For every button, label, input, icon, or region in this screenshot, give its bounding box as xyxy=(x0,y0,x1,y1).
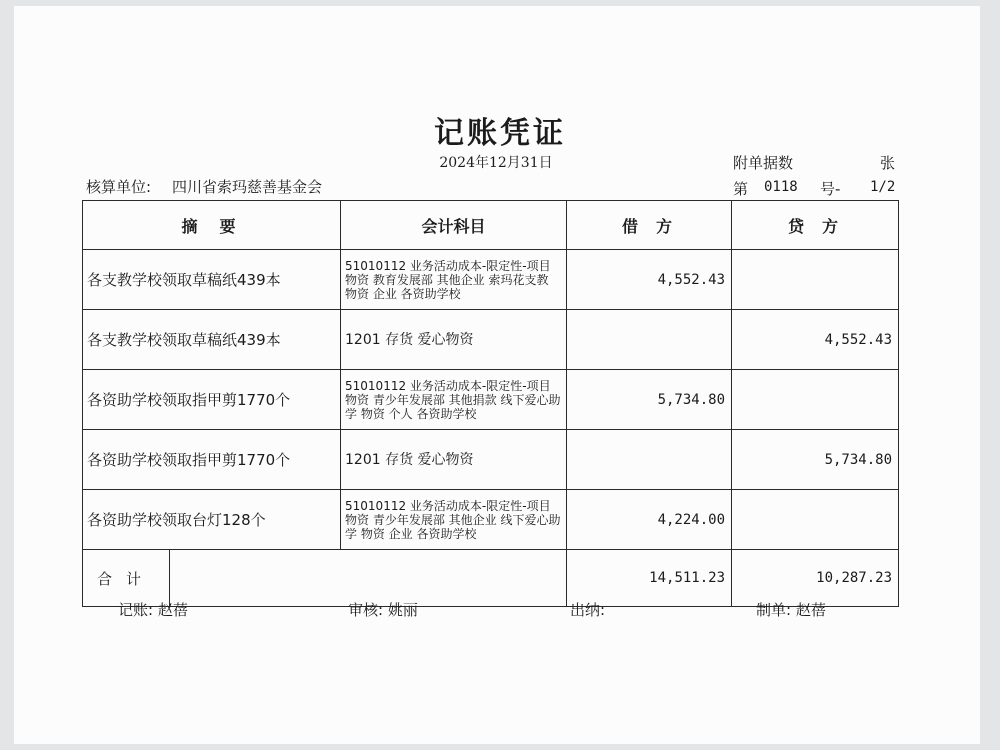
row-summary: 各资助学校领取指甲剪1770个 xyxy=(83,370,341,430)
total-row xyxy=(83,550,899,607)
row-debit: 4,224.00 xyxy=(567,490,732,550)
preparer-label: 制单: xyxy=(756,601,792,619)
unit-label: 核算单位: xyxy=(86,178,152,196)
row-account: 51010112 业务活动成本-限定性-项目物资 教育发展部 其他企业 索玛花支教 物资 企业 各资助学校 xyxy=(341,250,567,310)
unit-name: 四川省索玛慈善基金会 xyxy=(172,178,323,196)
row-summary: 各资助学校领取指甲剪1770个 xyxy=(83,430,341,490)
table-row xyxy=(83,250,899,310)
header-summary: 摘要 xyxy=(83,201,341,250)
bookkeeper-signature xyxy=(118,599,188,620)
cashier-signature xyxy=(570,599,605,620)
row-account: 1201 存货 爱心物资 xyxy=(341,430,567,490)
row-account: 51010112 业务活动成本-限定性-项目物资 青少年发展部 其他企业 线下爱心助学 物资 企业 各资助学校 xyxy=(341,490,567,550)
voucher-number: 0118 xyxy=(764,179,798,195)
row-credit xyxy=(732,370,899,430)
bookkeeper-label: 记账: xyxy=(118,601,154,619)
table-header-row xyxy=(83,201,899,250)
bookkeeper-name: 赵蓓 xyxy=(157,601,188,619)
row-summary: 各支教学校领取草稿纸439本 xyxy=(83,310,341,370)
total-debit: 14,511.23 xyxy=(567,550,732,607)
attachments-unit: 张 xyxy=(880,154,896,172)
header-debit: 借方 xyxy=(567,201,732,250)
voucher-number-prefix: 第 xyxy=(733,180,749,198)
voucher-date: 2024年12月31日 xyxy=(439,155,553,171)
preparer-signature xyxy=(756,599,826,620)
table-row xyxy=(83,370,899,430)
row-credit: 5,734.80 xyxy=(732,430,899,490)
cashier-label: 出纳: xyxy=(570,601,606,619)
row-summary: 各资助学校领取台灯128个 xyxy=(83,490,341,550)
reviewer-label: 审核: xyxy=(348,601,384,619)
row-credit xyxy=(732,490,899,550)
row-debit xyxy=(567,430,732,490)
attachments-label: 附单据数 xyxy=(733,154,794,172)
row-debit: 4,552.43 xyxy=(567,250,732,310)
table-row xyxy=(83,490,899,550)
row-account: 51010112 业务活动成本-限定性-项目物资 青少年发展部 其他捐款 线下爱心助学 物资 个人 各资助学校 xyxy=(341,370,567,430)
row-credit xyxy=(732,250,899,310)
voucher-page: 1/2 xyxy=(870,179,896,195)
reviewer-name: 姚丽 xyxy=(387,601,418,619)
voucher-table xyxy=(82,200,899,607)
table-row xyxy=(83,430,899,490)
row-debit: 5,734.80 xyxy=(567,370,732,430)
row-credit: 4,552.43 xyxy=(732,310,899,370)
header-account: 会计科目 xyxy=(341,201,567,250)
voucher-title: 记账凭证 xyxy=(434,116,566,151)
voucher-number-suffix: 号- xyxy=(820,180,841,198)
row-summary: 各支教学校领取草稿纸439本 xyxy=(83,250,341,310)
total-blank-cell xyxy=(170,550,567,607)
header-credit: 贷方 xyxy=(732,201,899,250)
preparer-name: 赵蓓 xyxy=(795,601,826,619)
row-debit xyxy=(567,310,732,370)
row-account: 1201 存货 爱心物资 xyxy=(341,310,567,370)
reviewer-signature xyxy=(348,599,418,620)
table-row xyxy=(83,310,899,370)
total-label: 合计 xyxy=(83,550,170,607)
total-credit: 10,287.23 xyxy=(732,550,899,607)
